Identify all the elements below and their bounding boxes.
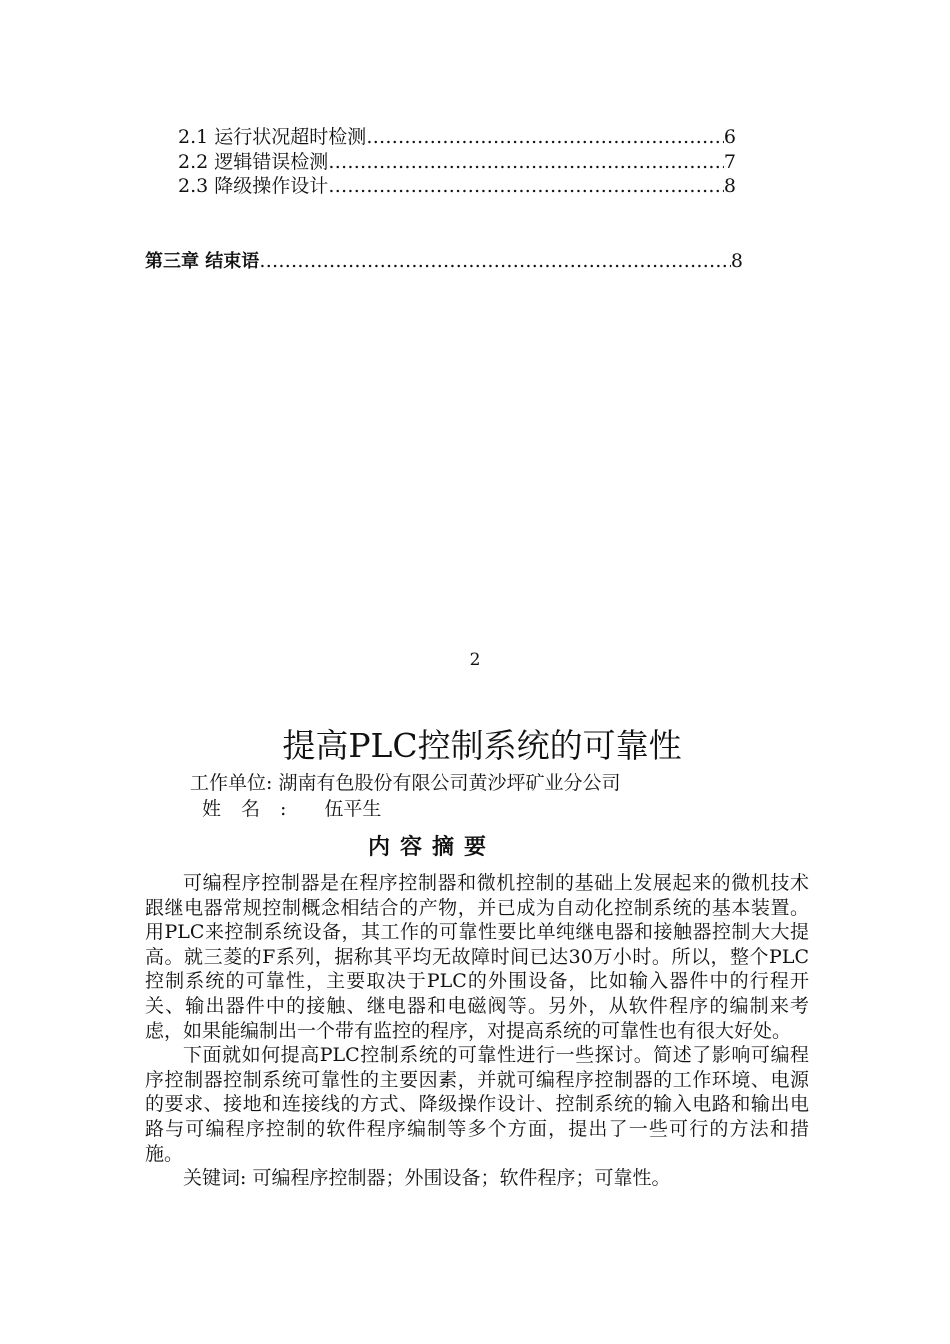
toc-leader-dots <box>328 150 724 174</box>
toc-item-label: 2.2 逻辑错误检测 <box>178 151 329 173</box>
toc-item-page: 8 <box>723 175 736 197</box>
toc-item-label: 2.1 运行状况超时检测 <box>178 126 367 148</box>
keywords-value: 可编程序控制器；外围设备；软件程序；可靠性。 <box>252 1167 671 1190</box>
toc-leader-dots <box>328 174 724 198</box>
toc-item <box>178 150 736 174</box>
toc-item-page: 7 <box>723 151 736 173</box>
author-affiliation <box>190 770 620 796</box>
abstract-paragraph: 可编程序控制器是在程序控制器和微机控制的基础上发展起来的微机技术跟继电器常规控制概念相结合的产物，并已成为自动化控制系统的基本装置。用PLC来控制系统设备，其工作的可靠性要比单纯继电器和接触器控制大大提高。就三菱的F系列，据称其平均无故障时间已达30万小时。所以，整个PLC控制系统的可靠性，主要取决于PLC的外围设备，比如输入器件中的行程开关、输出器件中的接触、继电器和电磁阀等。另外，从软件程序的编制来考虑，如果能编制出一个带有监控的程序，对提高系统的可靠性也有很大好处。 <box>145 872 809 1042</box>
author-name-line <box>202 796 381 822</box>
toc-item <box>178 174 736 198</box>
abstract-paragraph: 下面就如何提高PLC控制系统的可靠性进行一些探讨。简述了影响可编程序控制器控制系统可靠性的主要因素，并就可编程序控制器的工作环境、电源的要求、接地和连接线的方式、降级操作设计、控制系统的输入电路和输出电路与可编程序控制的软件程序编制等多个方面，提出了一些可行的方法和措施。 <box>145 1044 809 1165</box>
document-title: 提高PLC控制系统的可靠性 <box>282 726 682 765</box>
keywords-line <box>145 1166 809 1191</box>
toc-chapter-label: 第三章 结束语 <box>145 251 260 272</box>
author-name: 伍平生 <box>324 798 382 820</box>
abstract-heading: 内容摘要 <box>367 835 496 860</box>
toc-leader-dots <box>366 125 724 149</box>
toc-item <box>178 125 736 149</box>
affiliation-value: 湖南有色股份有限公司黄沙坪矿业分公司 <box>278 772 621 794</box>
toc-item-page: 6 <box>723 126 736 148</box>
keywords-label: 关键词: <box>183 1167 247 1190</box>
toc-chapter-page: 8 <box>730 250 743 272</box>
toc-chapter <box>145 249 743 274</box>
affiliation-label: 工作单位: <box>190 772 273 794</box>
page-number: 2 <box>469 650 481 670</box>
abstract-body <box>145 871 809 1191</box>
toc-item-label: 2.3 降级操作设计 <box>178 175 329 197</box>
toc-leader-dots <box>259 249 731 273</box>
name-label: 姓名: <box>202 798 307 820</box>
